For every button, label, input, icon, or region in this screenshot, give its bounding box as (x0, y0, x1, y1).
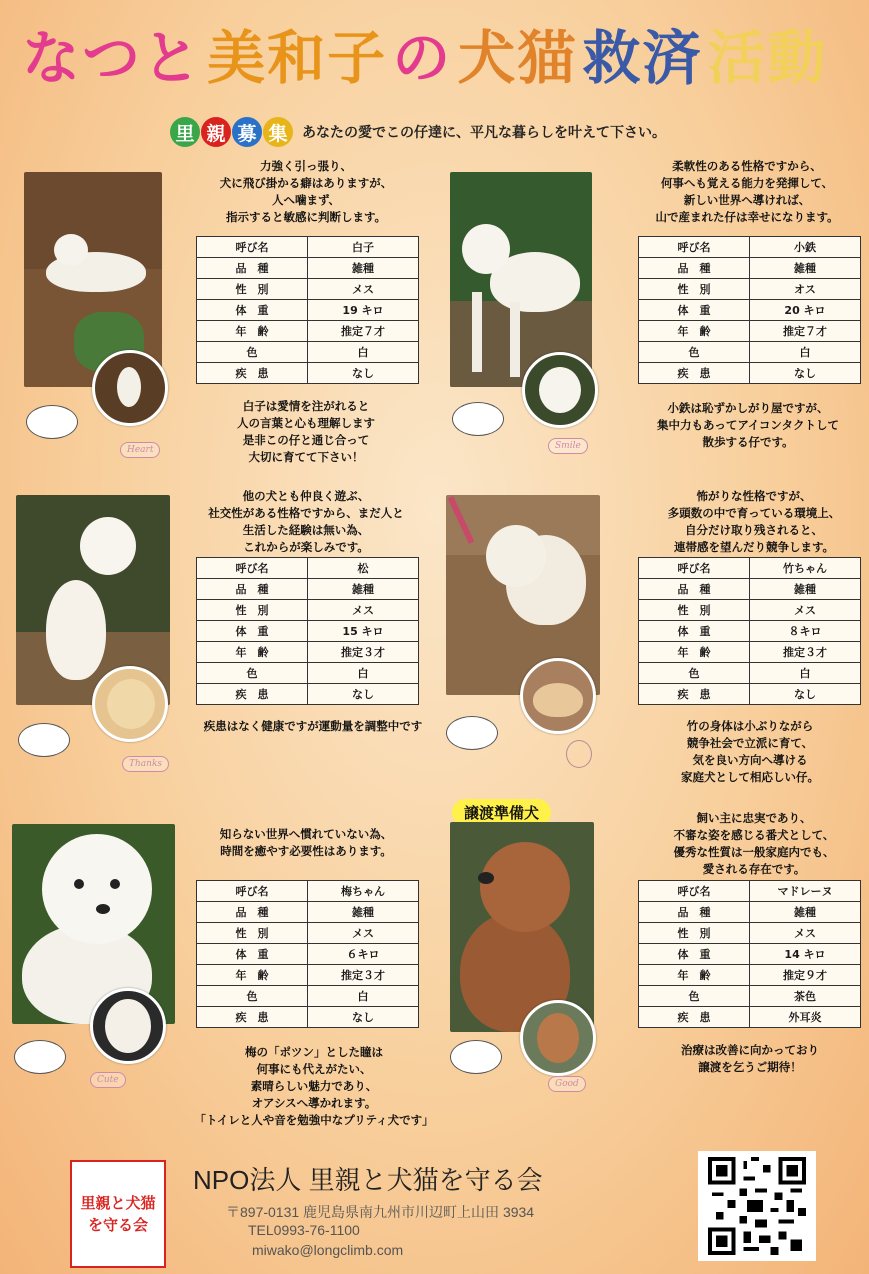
cat-doodle-icon (566, 740, 592, 768)
table-row (197, 986, 419, 1007)
value-cell: 雑種 (750, 902, 861, 923)
label-cell: 疾 患 (639, 363, 750, 384)
table-row (197, 558, 419, 579)
table-row (197, 881, 419, 902)
table-row (639, 258, 861, 279)
table-row (197, 342, 419, 363)
value-cell: 推定９才 (750, 965, 861, 986)
recruit-char: 募 (232, 117, 262, 147)
label-cell: 呼び名 (197, 558, 308, 579)
value-cell: メス (750, 600, 861, 621)
speech-bubble (452, 402, 504, 436)
dog-info-table (196, 236, 419, 384)
label-cell: 呼び名 (639, 558, 750, 579)
table-row (197, 300, 419, 321)
value-cell: なし (750, 684, 861, 705)
title-part: の (392, 24, 453, 92)
dog-note: 白子は愛情を注がれると 人の言葉と心も理解します 是非この仔と通じ合って 大切に育てて下さい！ (237, 399, 375, 464)
org-address: 〒897-0131 鹿児島県南九州市川辺町上山田 3934 (226, 1204, 535, 1220)
dog-intro: 知らない世界へ慣れていない為、 時間を癒やす必要性はあります。 (219, 827, 393, 858)
dog-photo-ume (12, 824, 175, 1024)
label-cell: 色 (197, 342, 308, 363)
dog-note: 梅の「ポツン」とした瞳は 何事にも代えがたい、 素晴らしい魅力であり、 オアシスへ導かれます。 「トイレと人や音を勉強中なプリティ犬です」 (194, 1045, 434, 1127)
doodle-sticker: Heart (120, 442, 160, 458)
table-row (639, 881, 861, 902)
value-cell: ８キロ (750, 621, 861, 642)
label-cell: 呼び名 (197, 237, 308, 258)
value-cell: 20 キロ (750, 300, 861, 321)
label-cell: 色 (639, 663, 750, 684)
value-cell: 14 キロ (750, 944, 861, 965)
label-cell: 体 重 (197, 621, 308, 642)
label-cell: 性 別 (197, 279, 308, 300)
label-cell: 呼び名 (639, 237, 750, 258)
label-cell: 年 齢 (639, 321, 750, 342)
dog-avatar-ume (90, 988, 166, 1064)
table-row (197, 258, 419, 279)
value-cell: 雑種 (308, 579, 419, 600)
label-cell: 年 齢 (639, 642, 750, 663)
table-row (197, 279, 419, 300)
label-cell: 呼び名 (639, 881, 750, 902)
label-cell: 色 (639, 342, 750, 363)
value-cell: オス (750, 279, 861, 300)
table-row (197, 1007, 419, 1028)
dog-info-table (638, 557, 861, 705)
dog-avatar-madeleine (520, 1000, 596, 1076)
value-cell: メス (308, 600, 419, 621)
table-row (639, 965, 861, 986)
table-row (639, 621, 861, 642)
table-row (639, 1007, 861, 1028)
value-cell: 15 キロ (308, 621, 419, 642)
value-cell: メス (308, 923, 419, 944)
dog-avatar-take (520, 658, 596, 734)
label-cell: 性 別 (639, 923, 750, 944)
value-cell: 推定７才 (308, 321, 419, 342)
dog-info-table (638, 236, 861, 384)
org-email: miwako@longclimb.com (252, 1242, 404, 1258)
dog-photo-madeleine (450, 822, 594, 1032)
value-cell: 白 (308, 986, 419, 1007)
dog-note: 小鉄は恥ずかしがり屋ですが、 集中力もあってアイコンタクトして 散歩する仔です。 (657, 401, 839, 449)
label-cell: 呼び名 (197, 881, 308, 902)
value-cell: 推定７才 (750, 321, 861, 342)
eye (74, 879, 84, 889)
value-cell: 白子 (308, 237, 419, 258)
value-cell: 雑種 (308, 258, 419, 279)
speech-bubble (446, 716, 498, 750)
label-cell: 色 (639, 986, 750, 1007)
table-row (639, 300, 861, 321)
value-cell: 雑種 (750, 579, 861, 600)
table-row (639, 321, 861, 342)
dog-info-table (196, 557, 419, 705)
label-cell: 色 (197, 986, 308, 1007)
doodle-sticker: Thanks (122, 756, 169, 772)
label-cell: 色 (197, 663, 308, 684)
value-cell: 推定３才 (308, 642, 419, 663)
nose (96, 904, 110, 914)
table-row (197, 663, 419, 684)
dog-intro: 怖がりな性格ですが、 多頭数の中で育っている環境上、 自分だけ取り残されると、 連帯感を望んだり競争します。 (667, 489, 841, 554)
dog-info-table (638, 880, 861, 1028)
table-row (197, 923, 419, 944)
value-cell: 白 (750, 342, 861, 363)
label-cell: 性 別 (639, 600, 750, 621)
title-part: 美和子 (207, 24, 388, 92)
label-cell: 疾 患 (197, 1007, 308, 1028)
title-part: 活動 (707, 24, 828, 92)
label-cell: 疾 患 (639, 1007, 750, 1028)
value-cell: 竹ちゃん (750, 558, 861, 579)
label-cell: 体 重 (639, 621, 750, 642)
table-row (197, 237, 419, 258)
label-cell: 疾 患 (197, 363, 308, 384)
label-cell: 疾 患 (639, 684, 750, 705)
label-cell: 性 別 (639, 279, 750, 300)
label-cell: 品 種 (639, 902, 750, 923)
table-row (639, 600, 861, 621)
label-cell: 品 種 (197, 902, 308, 923)
qr-code-icon[interactable] (698, 1151, 816, 1261)
title-part: なつと (22, 24, 203, 92)
label-cell: 品 種 (639, 258, 750, 279)
dog-intro: 飼い主に忠実であり、 不審な姿を感じる番犬として、 優秀な性質は一般家庭内でも、 愛される存在です。 (673, 811, 835, 876)
title-part: 救済 (582, 24, 703, 92)
value-cell: なし (750, 363, 861, 384)
label-cell: 品 種 (639, 579, 750, 600)
transfer-ready-badge: 譲渡準備犬 (452, 799, 551, 826)
value-cell: 白 (308, 342, 419, 363)
dog-note: 治療は改善に向かっており 譲渡を乞うご期待！ (681, 1043, 819, 1074)
dog-intro: 他の犬とも仲良く遊ぶ、 社交性がある性格ですから、まだ人と 生活した経験は無い為、 これからが楽しみです。 (208, 489, 404, 554)
value-cell: 推定３才 (308, 965, 419, 986)
table-row (197, 944, 419, 965)
value-cell: 推定３才 (750, 642, 861, 663)
page-title (22, 18, 869, 98)
table-row (639, 944, 861, 965)
table-row (639, 342, 861, 363)
dog-intro: 柔軟性のある性格ですから、 何事へも覚える能力を発揮して、 新しい世界へ導ければ、 山で産まれた仔は幸せになります。 (655, 159, 839, 224)
table-row (639, 642, 861, 663)
recruit-char: 里 (170, 117, 200, 147)
recruit-text: あなたの愛でこの仔達に、平凡な暮らしを叶えて下さい。 (302, 125, 666, 141)
value-cell: 白 (308, 663, 419, 684)
value-cell: なし (308, 1007, 419, 1028)
eye (110, 879, 120, 889)
value-cell: 小鉄 (750, 237, 861, 258)
table-row (639, 663, 861, 684)
dog-note: 疾患はなく健康ですが運動量を調整中です (203, 719, 423, 733)
label-cell: 性 別 (197, 923, 308, 944)
label-cell: 品 種 (197, 258, 308, 279)
doodle-sticker: Smile (548, 438, 588, 454)
recruit-char: 集 (263, 117, 293, 147)
label-cell: 品 種 (197, 579, 308, 600)
label-cell: 疾 患 (197, 684, 308, 705)
table-row (639, 363, 861, 384)
dog-avatar-shiroko (92, 350, 168, 426)
dog-info-table (196, 880, 419, 1028)
table-row (197, 579, 419, 600)
label-cell: 性 別 (197, 600, 308, 621)
value-cell: メス (750, 923, 861, 944)
label-cell: 体 重 (639, 944, 750, 965)
table-row (639, 986, 861, 1007)
table-row (639, 237, 861, 258)
recruit-char: 親 (201, 117, 231, 147)
label-cell: 体 重 (197, 300, 308, 321)
dog-avatar-matsu (92, 666, 168, 742)
label-cell: 年 齢 (639, 965, 750, 986)
table-row (639, 684, 861, 705)
table-row (639, 279, 861, 300)
table-row (197, 621, 419, 642)
value-cell: 梅ちゃん (308, 881, 419, 902)
label-cell: 体 重 (639, 300, 750, 321)
table-row (639, 579, 861, 600)
table-row (197, 684, 419, 705)
dog-note: 竹の身体は小ぶりながら 競争社会で立派に育て、 気を良い方向へ導ける 家庭犬として相応しい仔。 (681, 719, 819, 784)
value-cell: なし (308, 363, 419, 384)
value-cell: 雑種 (308, 902, 419, 923)
table-row (639, 558, 861, 579)
table-row (639, 902, 861, 923)
org-logo: 里親と犬猫 を守る会 (70, 1160, 166, 1268)
nose (478, 872, 494, 884)
value-cell: 茶色 (750, 986, 861, 1007)
doodle-sticker: Good (548, 1076, 586, 1092)
speech-bubble (450, 1040, 502, 1074)
label-cell: 年 齢 (197, 321, 308, 342)
value-cell: メス (308, 279, 419, 300)
table-row (639, 923, 861, 944)
value-cell: 松 (308, 558, 419, 579)
table-row (197, 600, 419, 621)
speech-bubble (26, 405, 78, 439)
label-cell: 体 重 (197, 944, 308, 965)
speech-bubble (18, 723, 70, 757)
value-cell: マドレーヌ (750, 881, 861, 902)
org-name: NPO法人 里親と犬猫を守る会 (193, 1165, 543, 1195)
value-cell: なし (308, 684, 419, 705)
value-cell: 19 キロ (308, 300, 419, 321)
value-cell: 白 (750, 663, 861, 684)
value-cell: 外耳炎 (750, 1007, 861, 1028)
table-row (197, 642, 419, 663)
recruit-banner (170, 116, 666, 148)
dog-avatar-kotetsu (522, 352, 598, 428)
speech-bubble (14, 1040, 66, 1074)
org-phone: TEL0993-76-1100 (248, 1222, 360, 1238)
dog-intro: 力強く引っ張り、 犬に飛び掛かる癖はありますが、 人へ噛まず、 指示すると敏感に判断します。 (219, 159, 393, 224)
value-cell: ６キロ (308, 944, 419, 965)
table-row (197, 363, 419, 384)
table-row (197, 965, 419, 986)
table-row (197, 902, 419, 923)
table-row (197, 321, 419, 342)
doodle-sticker: Cute (90, 1072, 126, 1088)
value-cell: 雑種 (750, 258, 861, 279)
label-cell: 年 齢 (197, 642, 308, 663)
title-part: 犬猫 (457, 24, 578, 92)
label-cell: 年 齢 (197, 965, 308, 986)
